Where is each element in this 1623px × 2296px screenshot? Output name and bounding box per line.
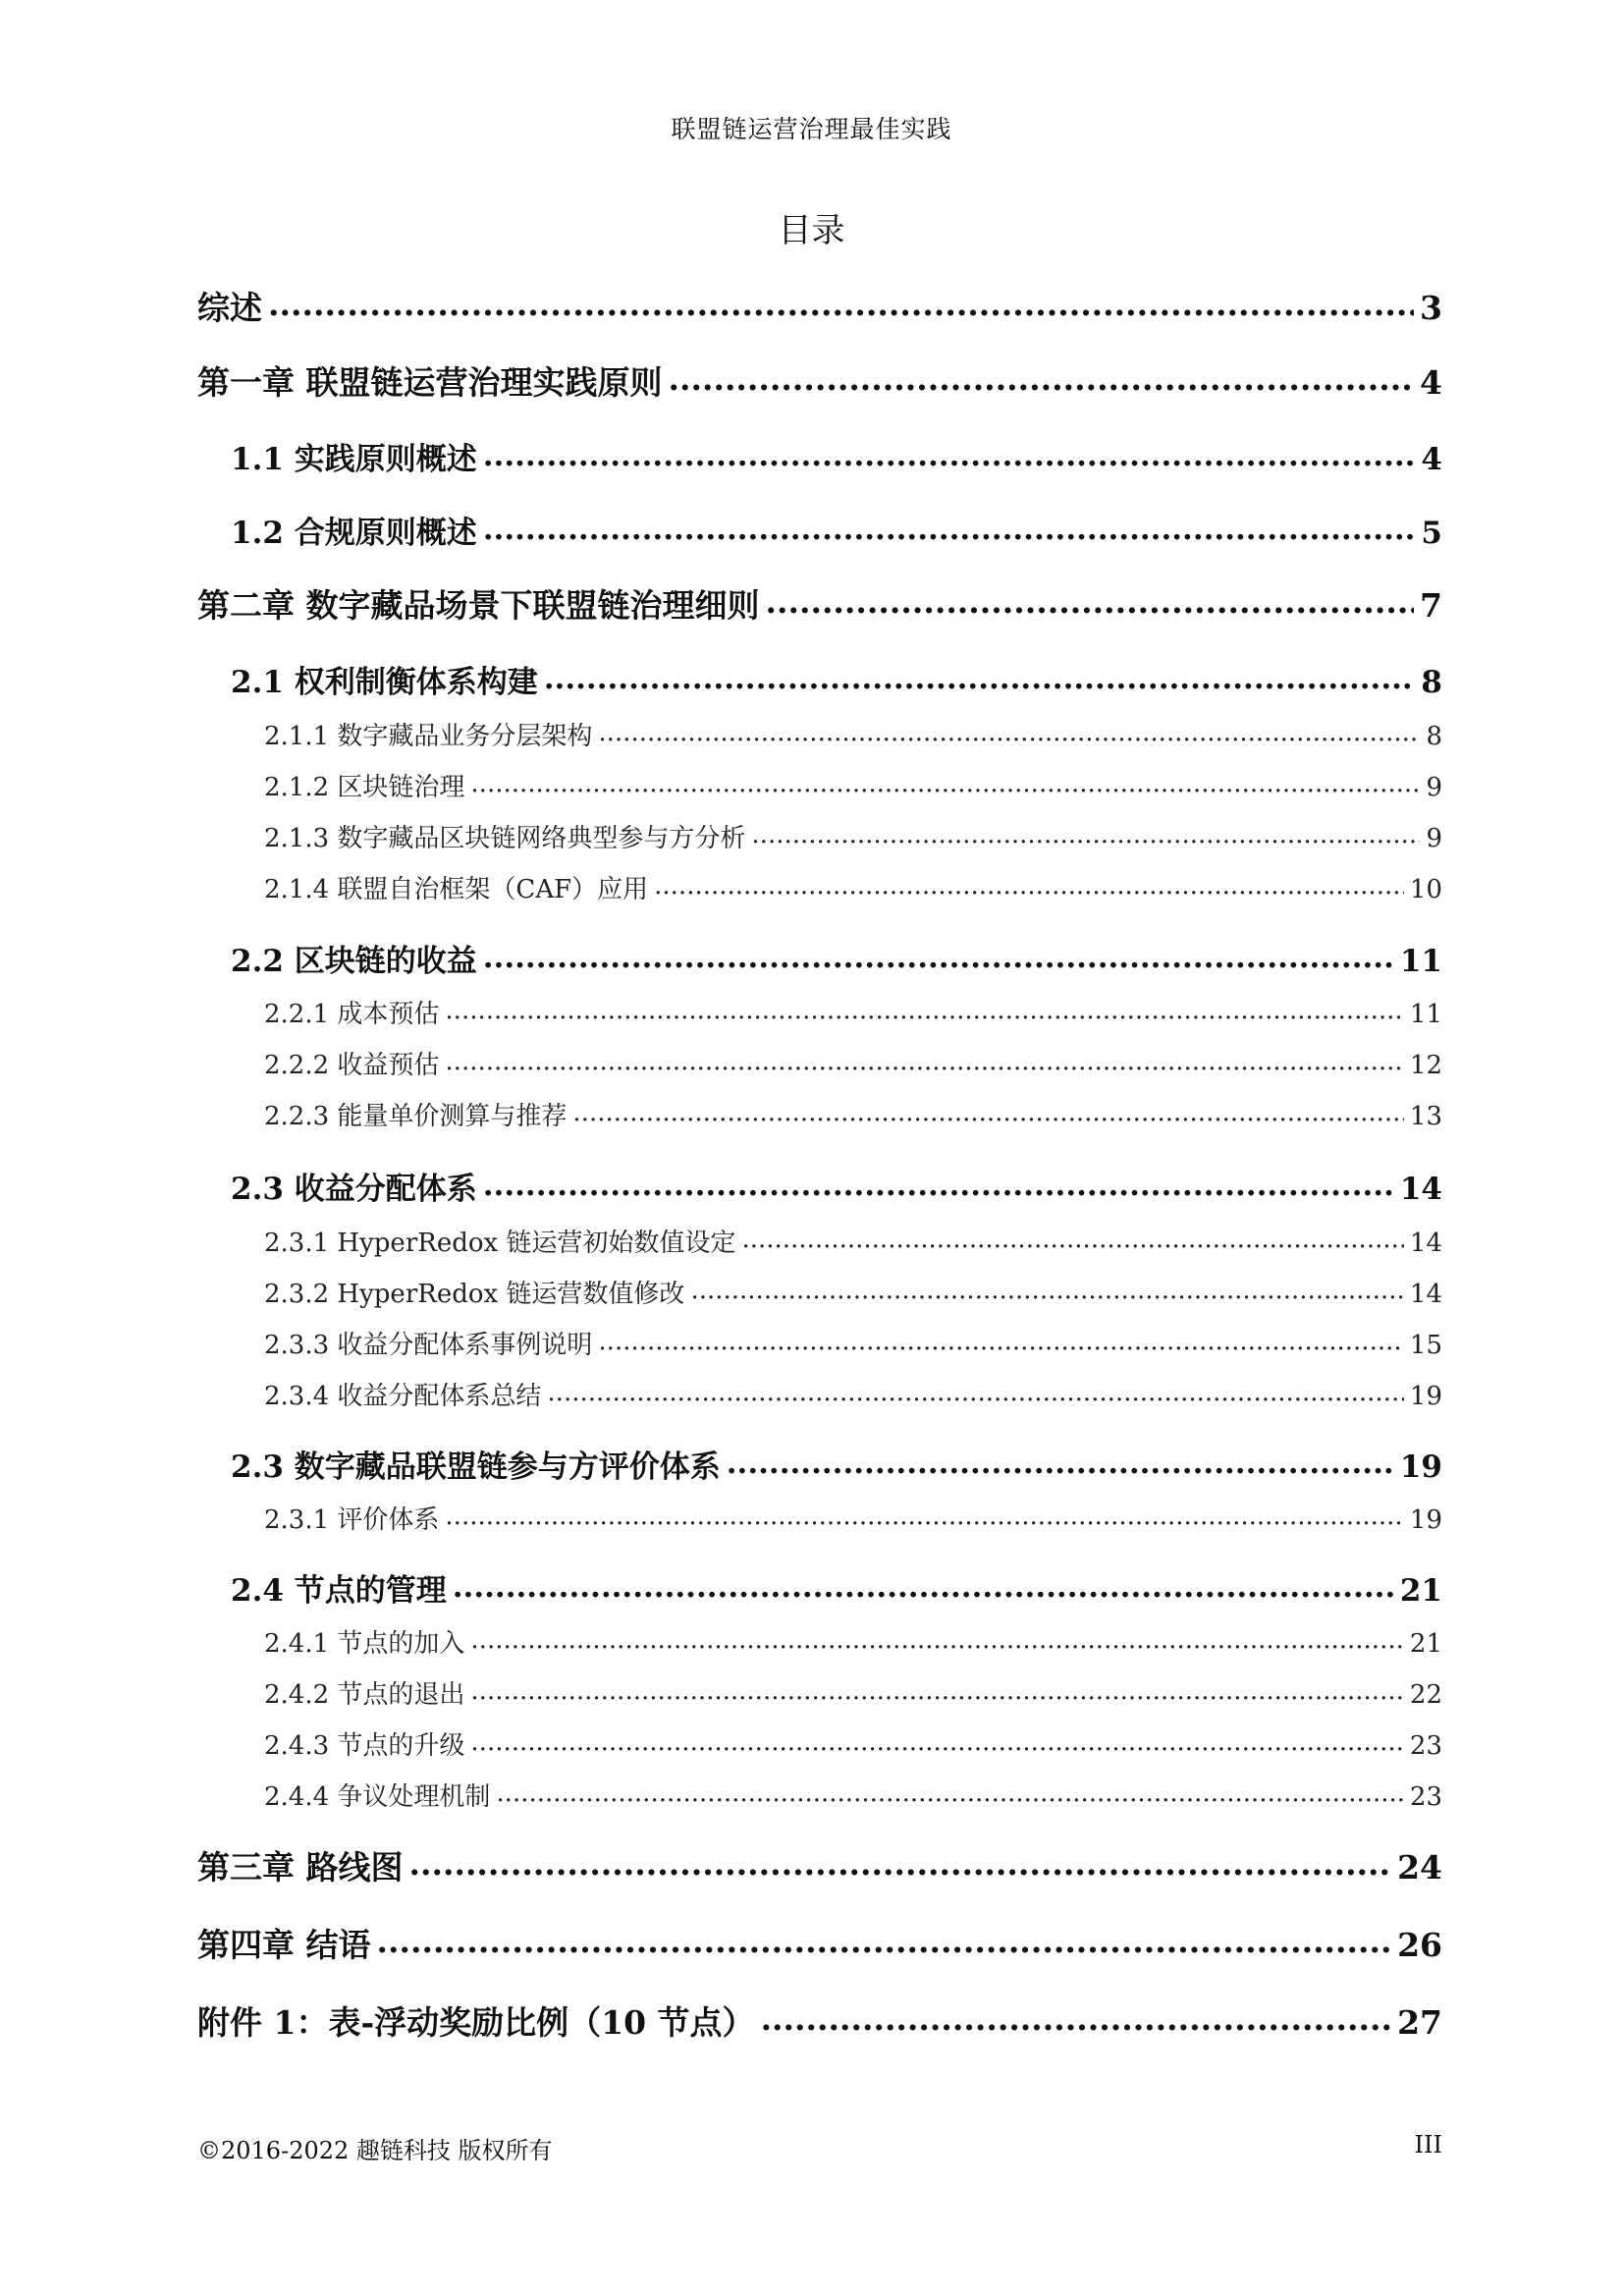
toc-leader-dots bbox=[496, 1778, 1403, 1808]
toc-entry-page: 12 bbox=[1409, 1051, 1442, 1080]
toc-entry-appendix-1[interactable] bbox=[197, 1997, 1442, 2041]
toc-entry-2-3-1-evaluation[interactable] bbox=[264, 1500, 1442, 1535]
toc-entry-label: 2.1.3 数字藏品区块链网络典型参与方分析 bbox=[264, 824, 746, 853]
toc-entry-page: 14 bbox=[1399, 1172, 1442, 1207]
toc-entry-label: 2.3.1 评价体系 bbox=[264, 1505, 440, 1535]
toc-entry-page: 14 bbox=[1409, 1280, 1442, 1309]
toc-entry-2-1-4[interactable] bbox=[264, 869, 1442, 904]
toc-entry-label: 2.1.1 数字藏品业务分层架构 bbox=[264, 722, 593, 751]
toc-entry-label: 2.3.3 收益分配体系事例说明 bbox=[264, 1331, 593, 1360]
toc-entry-page: 9 bbox=[1426, 773, 1442, 802]
toc-entry-page: 8 bbox=[1421, 665, 1442, 700]
toc-entry-page: 11 bbox=[1409, 1000, 1442, 1029]
toc-entry-overview[interactable] bbox=[197, 283, 1442, 326]
toc-leader-dots bbox=[470, 769, 1420, 798]
toc-entry-label: 2.2.3 能量单价测算与推荐 bbox=[264, 1102, 568, 1131]
toc-leader-dots bbox=[654, 871, 1404, 901]
toc-entry-label: 1.1 实践原则概述 bbox=[231, 442, 477, 477]
toc-entry-1-2[interactable] bbox=[231, 508, 1442, 549]
toc-leader-dots bbox=[751, 820, 1420, 849]
toc-title: 目录 bbox=[778, 211, 845, 250]
toc-entry-page: 5 bbox=[1421, 516, 1442, 551]
toc-entry-2-4[interactable] bbox=[231, 1565, 1442, 1607]
toc-leader-dots bbox=[483, 1168, 1394, 1203]
toc-entry-2-4-2[interactable] bbox=[264, 1674, 1442, 1710]
toc-entry-2-2[interactable] bbox=[231, 936, 1442, 977]
toc-entry-label: 第一章 联盟链运营治理实践原则 bbox=[197, 363, 663, 402]
toc-entry-label: 2.2.1 成本预估 bbox=[264, 1000, 440, 1029]
toc-entry-2-3-2[interactable] bbox=[264, 1274, 1442, 1309]
toc-entry-chapter-4[interactable] bbox=[197, 1920, 1442, 1963]
toc-entry-page: 19 bbox=[1399, 1449, 1442, 1485]
toc-entry-page: 8 bbox=[1426, 722, 1442, 751]
toc-leader-dots bbox=[741, 1225, 1403, 1254]
toc-leader-dots bbox=[761, 1999, 1392, 2038]
toc-entry-page: 21 bbox=[1409, 1629, 1442, 1659]
toc-leader-dots bbox=[483, 940, 1394, 975]
footer-page-number: III bbox=[1414, 2131, 1442, 2159]
toc-entry-page: 10 bbox=[1409, 875, 1442, 904]
toc-leader-dots bbox=[453, 1569, 1394, 1605]
toc-entry-label: 2.4.2 节点的退出 bbox=[264, 1680, 465, 1710]
toc-leader-dots bbox=[598, 1327, 1403, 1356]
toc-entry-2-2-2[interactable] bbox=[264, 1045, 1442, 1080]
toc-entry-label: 第三章 路线图 bbox=[197, 1848, 404, 1886]
toc-entry-label: 2.2 区块链的收益 bbox=[231, 944, 477, 979]
toc-leader-dots bbox=[445, 996, 1403, 1025]
toc-entry-page: 4 bbox=[1421, 442, 1442, 477]
toc-leader-dots bbox=[470, 1727, 1403, 1757]
toc-entry-2-1[interactable] bbox=[231, 657, 1442, 698]
toc-entry-1-1[interactable] bbox=[231, 434, 1442, 475]
toc-entry-label: 1.2 合规原则概述 bbox=[231, 516, 477, 551]
toc-leader-dots bbox=[445, 1047, 1403, 1076]
toc-entry-label: 2.3.1 HyperRedox 链运营初始数值设定 bbox=[264, 1229, 736, 1258]
toc-entry-page: 22 bbox=[1409, 1680, 1442, 1710]
toc-entry-2-3-evaluation[interactable] bbox=[231, 1442, 1442, 1483]
running-header: 联盟链运营治理最佳实践 bbox=[671, 115, 952, 143]
toc-entry-2-3-3[interactable] bbox=[264, 1325, 1442, 1360]
toc-entry-label: 2.2.2 收益预估 bbox=[264, 1051, 440, 1080]
toc-leader-dots bbox=[598, 718, 1420, 747]
toc-entry-label: 第四章 结语 bbox=[197, 1926, 371, 1964]
toc-leader-dots bbox=[470, 1676, 1403, 1706]
toc-entry-label: 第二章 数字藏品场景下联盟链治理细则 bbox=[197, 586, 760, 625]
toc-entry-page: 15 bbox=[1409, 1331, 1442, 1360]
toc-leader-dots bbox=[268, 285, 1414, 323]
toc-entry-2-4-4[interactable] bbox=[264, 1777, 1442, 1812]
toc-entry-page: 26 bbox=[1397, 1926, 1442, 1964]
toc-entry-2-2-3[interactable] bbox=[264, 1096, 1442, 1131]
toc-entry-label: 2.1.2 区块链治理 bbox=[264, 773, 465, 802]
toc-entry-2-3[interactable] bbox=[231, 1164, 1442, 1205]
footer-copyright: ©2016-2022 趣链科技 版权所有 bbox=[197, 2137, 553, 2164]
toc-leader-dots bbox=[409, 1844, 1392, 1883]
toc-entry-label: 2.3.4 收益分配体系总结 bbox=[264, 1382, 542, 1411]
toc-entry-page: 19 bbox=[1409, 1505, 1442, 1535]
toc-leader-dots bbox=[727, 1446, 1394, 1481]
toc-entry-2-4-3[interactable] bbox=[264, 1725, 1442, 1761]
toc-entry-page: 7 bbox=[1420, 586, 1442, 625]
toc-leader-dots bbox=[690, 1276, 1403, 1305]
toc-entry-label: 2.3.2 HyperRedox 链运营数值修改 bbox=[264, 1280, 685, 1309]
toc-entry-2-1-2[interactable] bbox=[264, 767, 1442, 802]
toc-leader-dots bbox=[547, 1378, 1403, 1407]
toc-entry-2-2-1[interactable] bbox=[264, 994, 1442, 1029]
toc-entry-page: 24 bbox=[1397, 1848, 1442, 1886]
toc-entry-label: 2.4.3 节点的升级 bbox=[264, 1731, 465, 1761]
toc-entry-page: 21 bbox=[1399, 1573, 1442, 1609]
toc-leader-dots bbox=[669, 359, 1415, 398]
toc-entry-chapter-1[interactable] bbox=[197, 357, 1442, 401]
toc-leader-dots bbox=[483, 512, 1416, 547]
toc-entry-page: 3 bbox=[1420, 289, 1442, 327]
toc-entry-label: 综述 bbox=[197, 289, 262, 327]
toc-entry-page: 14 bbox=[1409, 1229, 1442, 1258]
toc-leader-dots bbox=[377, 1922, 1392, 1960]
toc-entry-2-4-1[interactable] bbox=[264, 1623, 1442, 1659]
toc-entry-2-1-3[interactable] bbox=[264, 818, 1442, 853]
toc-entry-label: 2.3 数字藏品联盟链参与方评价体系 bbox=[231, 1449, 721, 1485]
toc-entry-chapter-2[interactable] bbox=[197, 580, 1442, 624]
toc-leader-dots bbox=[766, 582, 1415, 621]
toc-entry-label: 2.4 节点的管理 bbox=[231, 1573, 447, 1609]
toc-entry-2-1-1[interactable] bbox=[264, 716, 1442, 751]
toc-entry-label: 2.3 收益分配体系 bbox=[231, 1172, 477, 1207]
toc-entry-label: 2.1.4 联盟自治框架（CAF）应用 bbox=[264, 875, 649, 904]
toc-entry-label: 2.1 权利制衡体系构建 bbox=[231, 665, 538, 700]
toc-entry-page: 4 bbox=[1420, 363, 1442, 402]
toc-leader-dots bbox=[470, 1625, 1403, 1655]
toc-entry-label: 附件 1：表-浮动奖励比例（10 节点） bbox=[197, 2003, 755, 2042]
toc-entry-page: 23 bbox=[1409, 1731, 1442, 1761]
toc-entry-page: 13 bbox=[1409, 1102, 1442, 1131]
toc-leader-dots bbox=[445, 1502, 1403, 1531]
toc-entry-page: 11 bbox=[1399, 944, 1442, 979]
toc-entry-label: 2.4.1 节点的加入 bbox=[264, 1629, 465, 1659]
toc-entry-page: 19 bbox=[1409, 1382, 1442, 1411]
toc-entry-2-3-1[interactable] bbox=[264, 1223, 1442, 1258]
toc-leader-dots bbox=[544, 661, 1416, 696]
toc-entry-page: 23 bbox=[1409, 1782, 1442, 1812]
toc-entry-2-3-4[interactable] bbox=[264, 1376, 1442, 1411]
toc-entry-chapter-3[interactable] bbox=[197, 1842, 1442, 1886]
toc-entry-page: 27 bbox=[1397, 2003, 1442, 2042]
toc-entry-label: 2.4.4 争议处理机制 bbox=[264, 1782, 491, 1812]
toc-leader-dots bbox=[572, 1098, 1403, 1127]
toc-entry-page: 9 bbox=[1426, 824, 1442, 853]
toc-leader-dots bbox=[483, 438, 1416, 473]
